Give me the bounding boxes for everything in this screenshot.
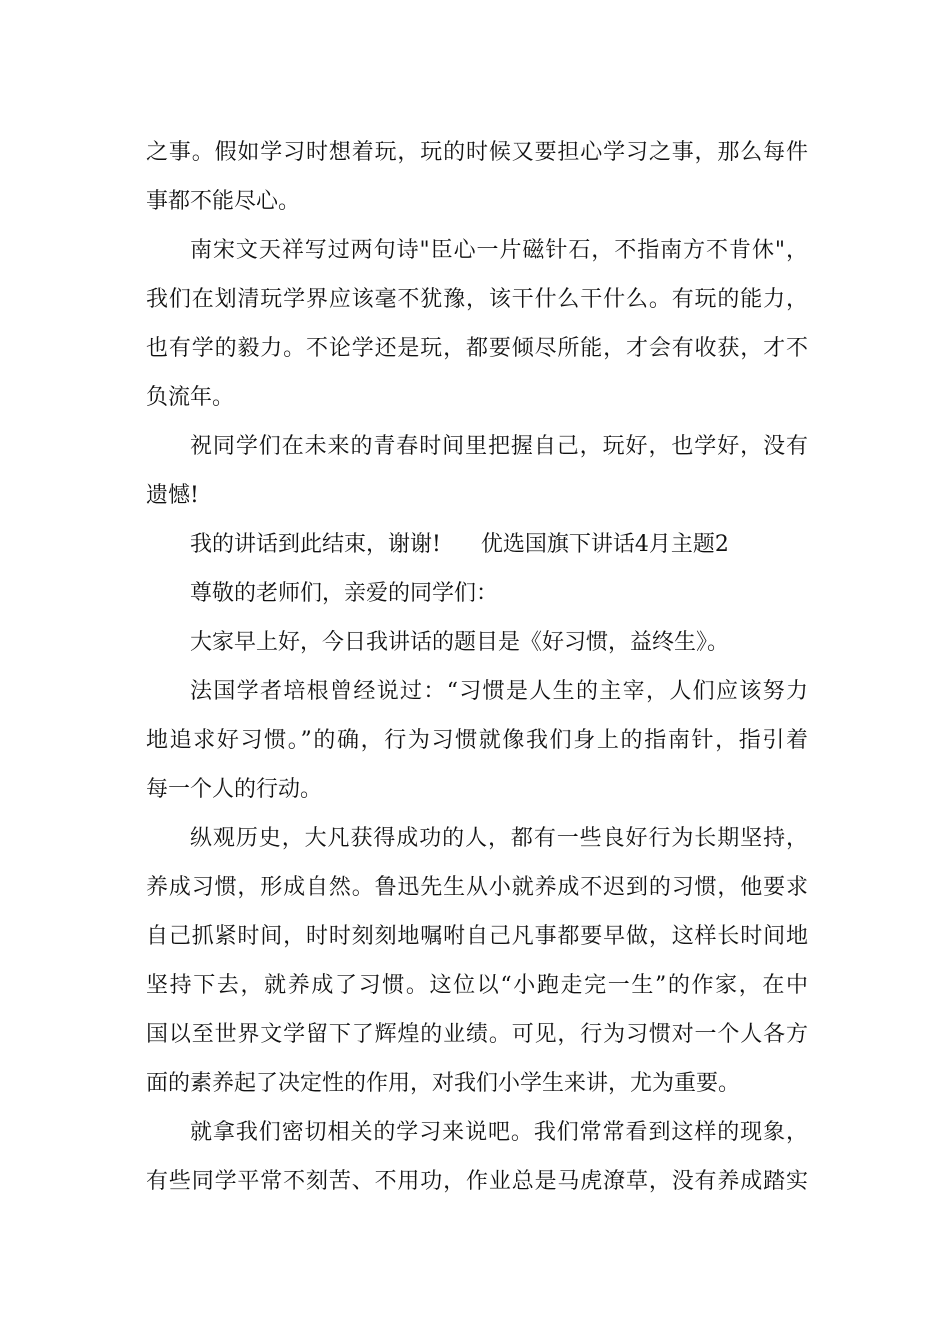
body-line: 南宋文天祥写过两句诗"臣心一片磁针石，不指南方不肯休"， [190,238,808,263]
closing-line [146,520,808,569]
body-line: 国以至世界文学留下了辉煌的业绩。可见，行为习惯对一个人各方 [146,1022,808,1047]
body-line: 有些同学平常不刻苦、不用功，作业总是马虎潦草，没有养成踏实 [146,1169,808,1194]
body-line: 大家早上好，今日我讲话的题目是《好习惯，益终生》。 [190,630,730,655]
body-line: 面的素养起了决定性的作用，对我们小学生来讲，尤为重要。 [146,1071,741,1096]
body-line: 每一个人的行动。 [146,777,323,802]
section-heading: 优选国旗下讲话4月主题2 [480,532,729,557]
body-line: 纵观历史，大凡获得成功的人，都有一些良好行为长期坚持， [190,826,808,851]
body-line: 地追求好习惯。”的确，行为习惯就像我们身上的指南针，指引着 [146,728,808,753]
body-line: 负流年。 [146,385,235,410]
salutation-line: 尊敬的老师们，亲爱的同学们： [190,581,499,606]
body-line: 之事。假如学习时想着玩，玩的时候又要担心学习之事，那么每件 [146,140,808,165]
body-line: 养成习惯，形成自然。鲁迅先生从小就养成不迟到的习惯，他要求 [146,875,808,900]
body-line: 就拿我们密切相关的学习来说吧。我们常常看到这样的现象， [190,1120,808,1145]
body-line: 我们在划清玩学界应该毫不犹豫，该干什么干什么。有玩的能力， [146,287,808,312]
body-line: 自己抓紧时间，时时刻刻地嘱咐自己凡事都要早做，这样长时间地 [146,924,808,949]
body-line: 事都不能尽心。 [146,189,301,214]
body-line: 遗憾! [146,483,199,508]
body-line: 也有学的毅力。不论学还是玩，都要倾尽所能，才会有收获，才不 [146,336,808,361]
body-line: 法国学者培根曾经说过：“习惯是人生的主宰，人们应该努力 [190,679,808,704]
body-line: 坚持下去，就养成了习惯。这位以“小跑走完一生”的作家，在中 [146,973,808,998]
document-body [146,128,808,1206]
body-line: 祝同学们在未来的青春时间里把握自己，玩好，也学好，没有 [190,434,808,459]
closing-text: 我的讲话到此结束，谢谢! [190,532,441,557]
